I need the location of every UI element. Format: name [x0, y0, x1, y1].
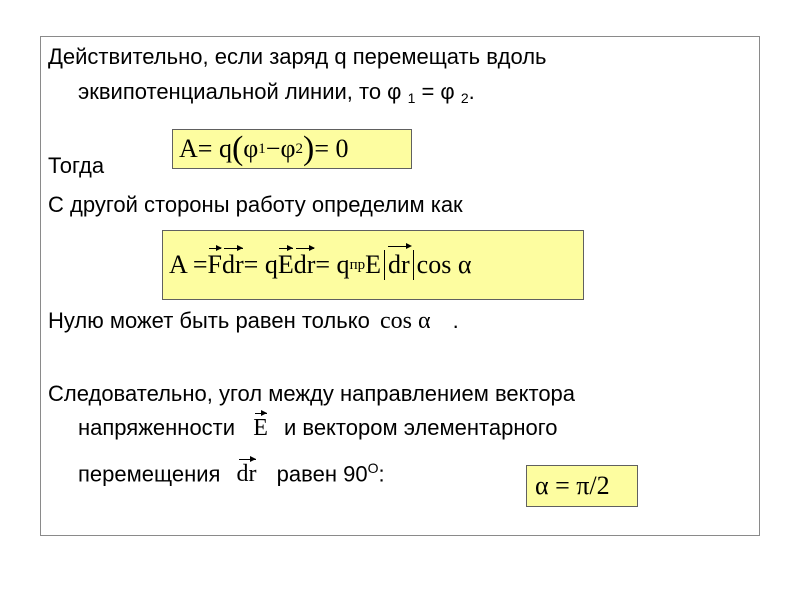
def-eq-q2: = q [315, 250, 350, 279]
line2-text: эквипотенциальной линии, то φ [78, 79, 408, 104]
vector-dr-1: dr [221, 250, 244, 279]
formula-A: A [179, 134, 198, 163]
phi-1-sub: 1 [258, 140, 266, 157]
left-paren: ( [231, 130, 244, 167]
paragraph-line-1: Действительно, если заряд q перемещать вдоль [48, 44, 547, 69]
paragraph-line-2 [78, 79, 475, 111]
elementary-text: и вектором элементарного [283, 415, 558, 440]
def-A: A = [169, 250, 208, 279]
zero-condition-line [48, 308, 459, 334]
vector-dr-inline: dr [236, 461, 257, 488]
equals-phi-text: = φ [415, 79, 461, 104]
right-paren: ) [302, 130, 315, 167]
phi-2: φ [280, 134, 296, 163]
other-side-text: С другой стороны работу определим как [48, 192, 463, 217]
degree-sign: O [367, 460, 379, 476]
zero-period: . [452, 308, 459, 333]
vector-dr-2: dr [293, 250, 316, 279]
vector-E-inline: E [253, 415, 268, 441]
conclusion-line-2 [78, 415, 558, 441]
vector-F: F [207, 250, 222, 279]
q-projection-sub: пр [349, 256, 366, 273]
phi-1-subscript: 1 [407, 90, 416, 106]
abs-dr [384, 250, 414, 280]
equals-90-text: равен 90 [276, 461, 368, 487]
phi-2-sub: 2 [295, 140, 303, 157]
def-E: E [365, 250, 381, 279]
cos-alpha: cos α [416, 250, 472, 279]
period: . [468, 79, 475, 104]
tension-text: напряженности [78, 415, 236, 440]
phi-2-subscript: 2 [460, 90, 469, 106]
def-eq-q: = q [243, 250, 278, 279]
conclusion-line-3 [78, 455, 385, 487]
formula-angle: α = π/2 [526, 465, 638, 507]
phi-1: φ [243, 134, 259, 163]
minus: − [265, 134, 281, 163]
eq-zero: = 0 [314, 134, 349, 163]
then-label: Тогда [48, 153, 105, 178]
displacement-text: перемещения [78, 461, 221, 487]
zero-condition-text: Нулю может быть равен только [48, 308, 370, 333]
formula-work-definition [162, 230, 584, 300]
vector-E-1: E [277, 250, 294, 279]
colon: : [378, 461, 385, 487]
cos-alpha-inline: cos α [379, 308, 431, 334]
formula-eq-q: = q [197, 134, 232, 163]
formula-work-zero [172, 129, 412, 169]
conclusion-line-1: Следовательно, угол между направлением вектора [48, 381, 576, 406]
dr-magnitude: dr [387, 250, 410, 279]
